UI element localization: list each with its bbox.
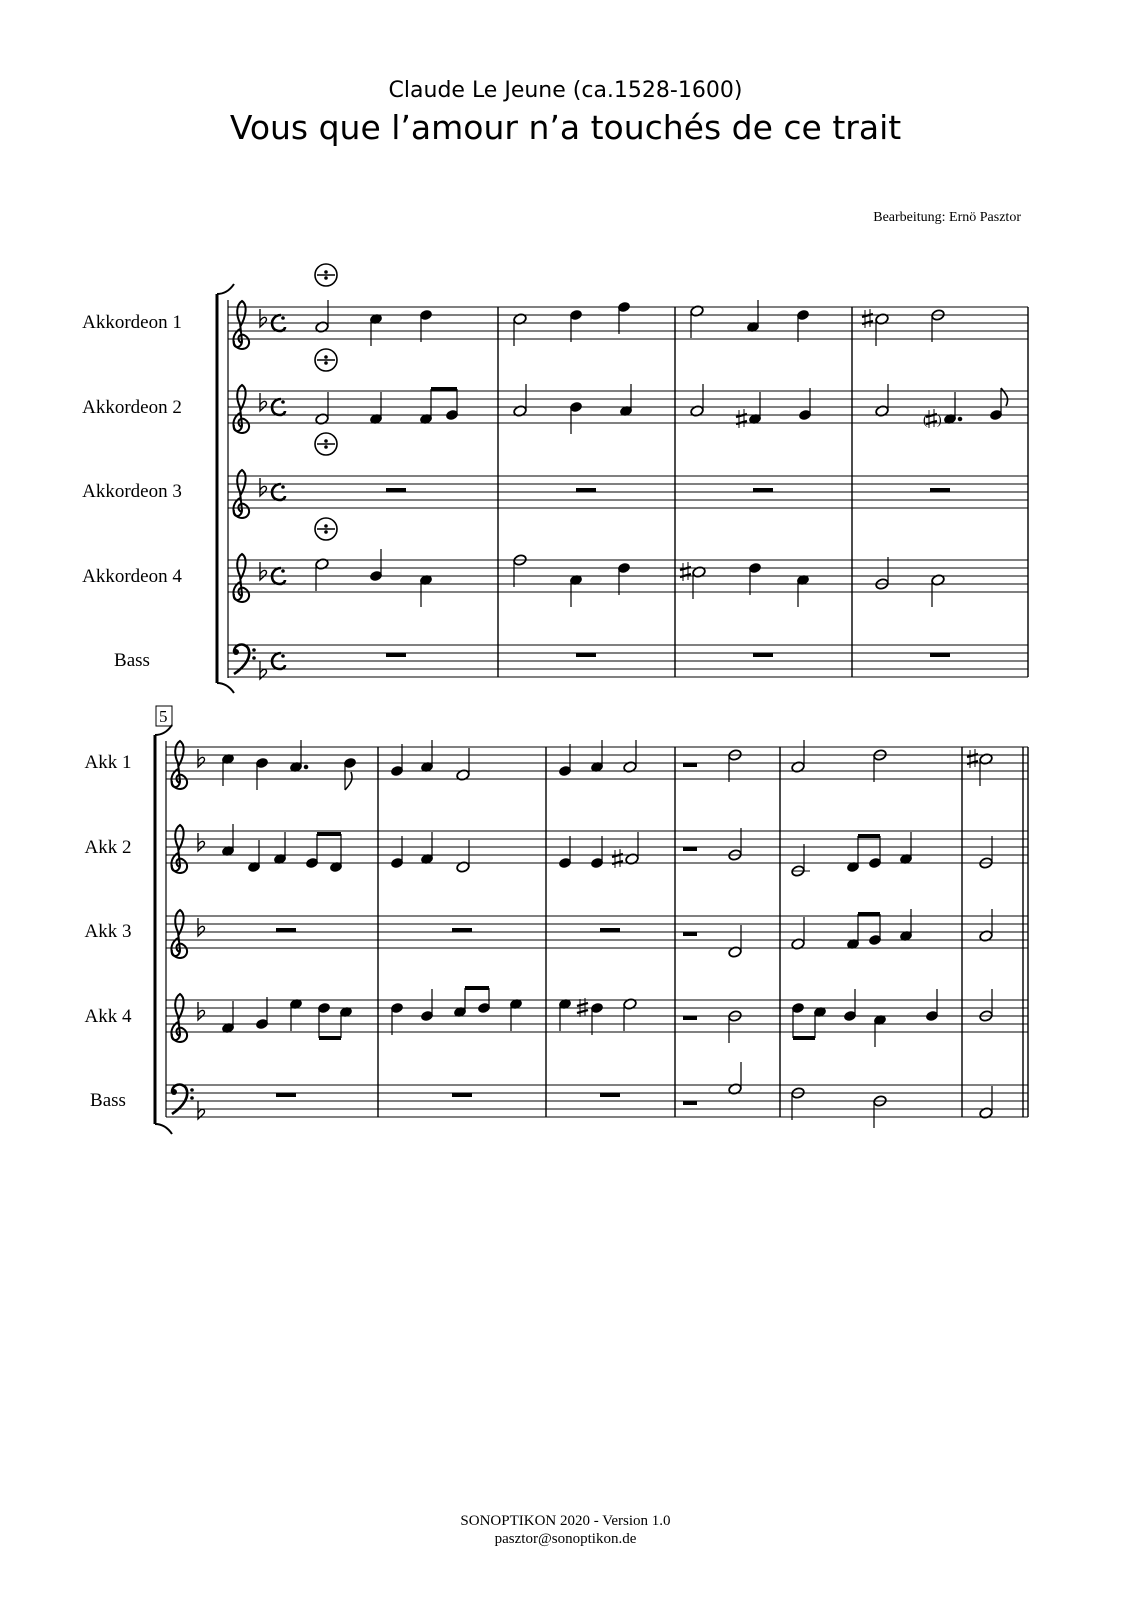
instrument-label-akk-2: Akk 2	[84, 837, 132, 858]
instrument-label-akk-1: Akk 1	[84, 752, 132, 773]
instrument-label-bass-2: Bass	[90, 1090, 126, 1111]
instrument-label-akk-4: Akk 4	[84, 1006, 132, 1027]
instrument-label-akkordeon-4: Akkordeon 4	[82, 566, 182, 587]
footer-publisher: SONOPTIKON 2020 - Version 1.0	[460, 1513, 671, 1529]
fermata-mark	[315, 518, 337, 540]
piece-title: Vous que l’amour n’a touchés de ce trait	[229, 108, 902, 147]
staff-bass-1	[228, 645, 1028, 677]
instrument-label-akk-3: Akk 3	[84, 921, 132, 942]
system-2	[155, 706, 1028, 1134]
staff-akk-2	[166, 831, 1028, 863]
svg-text:(: (	[923, 413, 928, 428]
staff-akkordeon-3	[228, 476, 1028, 508]
instrument-label-akkordeon-3: Akkordeon 3	[82, 481, 182, 502]
svg-text:): )	[937, 413, 942, 428]
notes-bass	[728, 1062, 993, 1128]
footer	[0, 1512, 1131, 1548]
instrument-label-bass: Bass	[114, 650, 150, 671]
staff-akkordeon-1	[228, 307, 1028, 339]
staff-bass-2	[166, 1085, 1028, 1117]
system-1	[217, 264, 1028, 693]
notes-akk-2	[221, 824, 993, 877]
notes-akkordeon-4	[315, 549, 945, 607]
composer-line: Claude Le Jeune (ca.1528-1600)	[388, 78, 743, 103]
footer-email[interactable]: pasztor@sonoptikon.de	[494, 1531, 637, 1547]
arranger-credit: Bearbeitung: Ernö Pasztor	[873, 210, 1021, 225]
fermata-mark	[315, 433, 337, 455]
notes-akk-4	[221, 988, 993, 1047]
fermata-mark	[315, 264, 337, 286]
measure-number: 5	[159, 707, 168, 726]
instrument-label-akkordeon-2: Akkordeon 2	[82, 397, 182, 418]
instrument-label-akkordeon-1: Akkordeon 1	[82, 312, 182, 333]
fermata-mark	[315, 349, 337, 371]
